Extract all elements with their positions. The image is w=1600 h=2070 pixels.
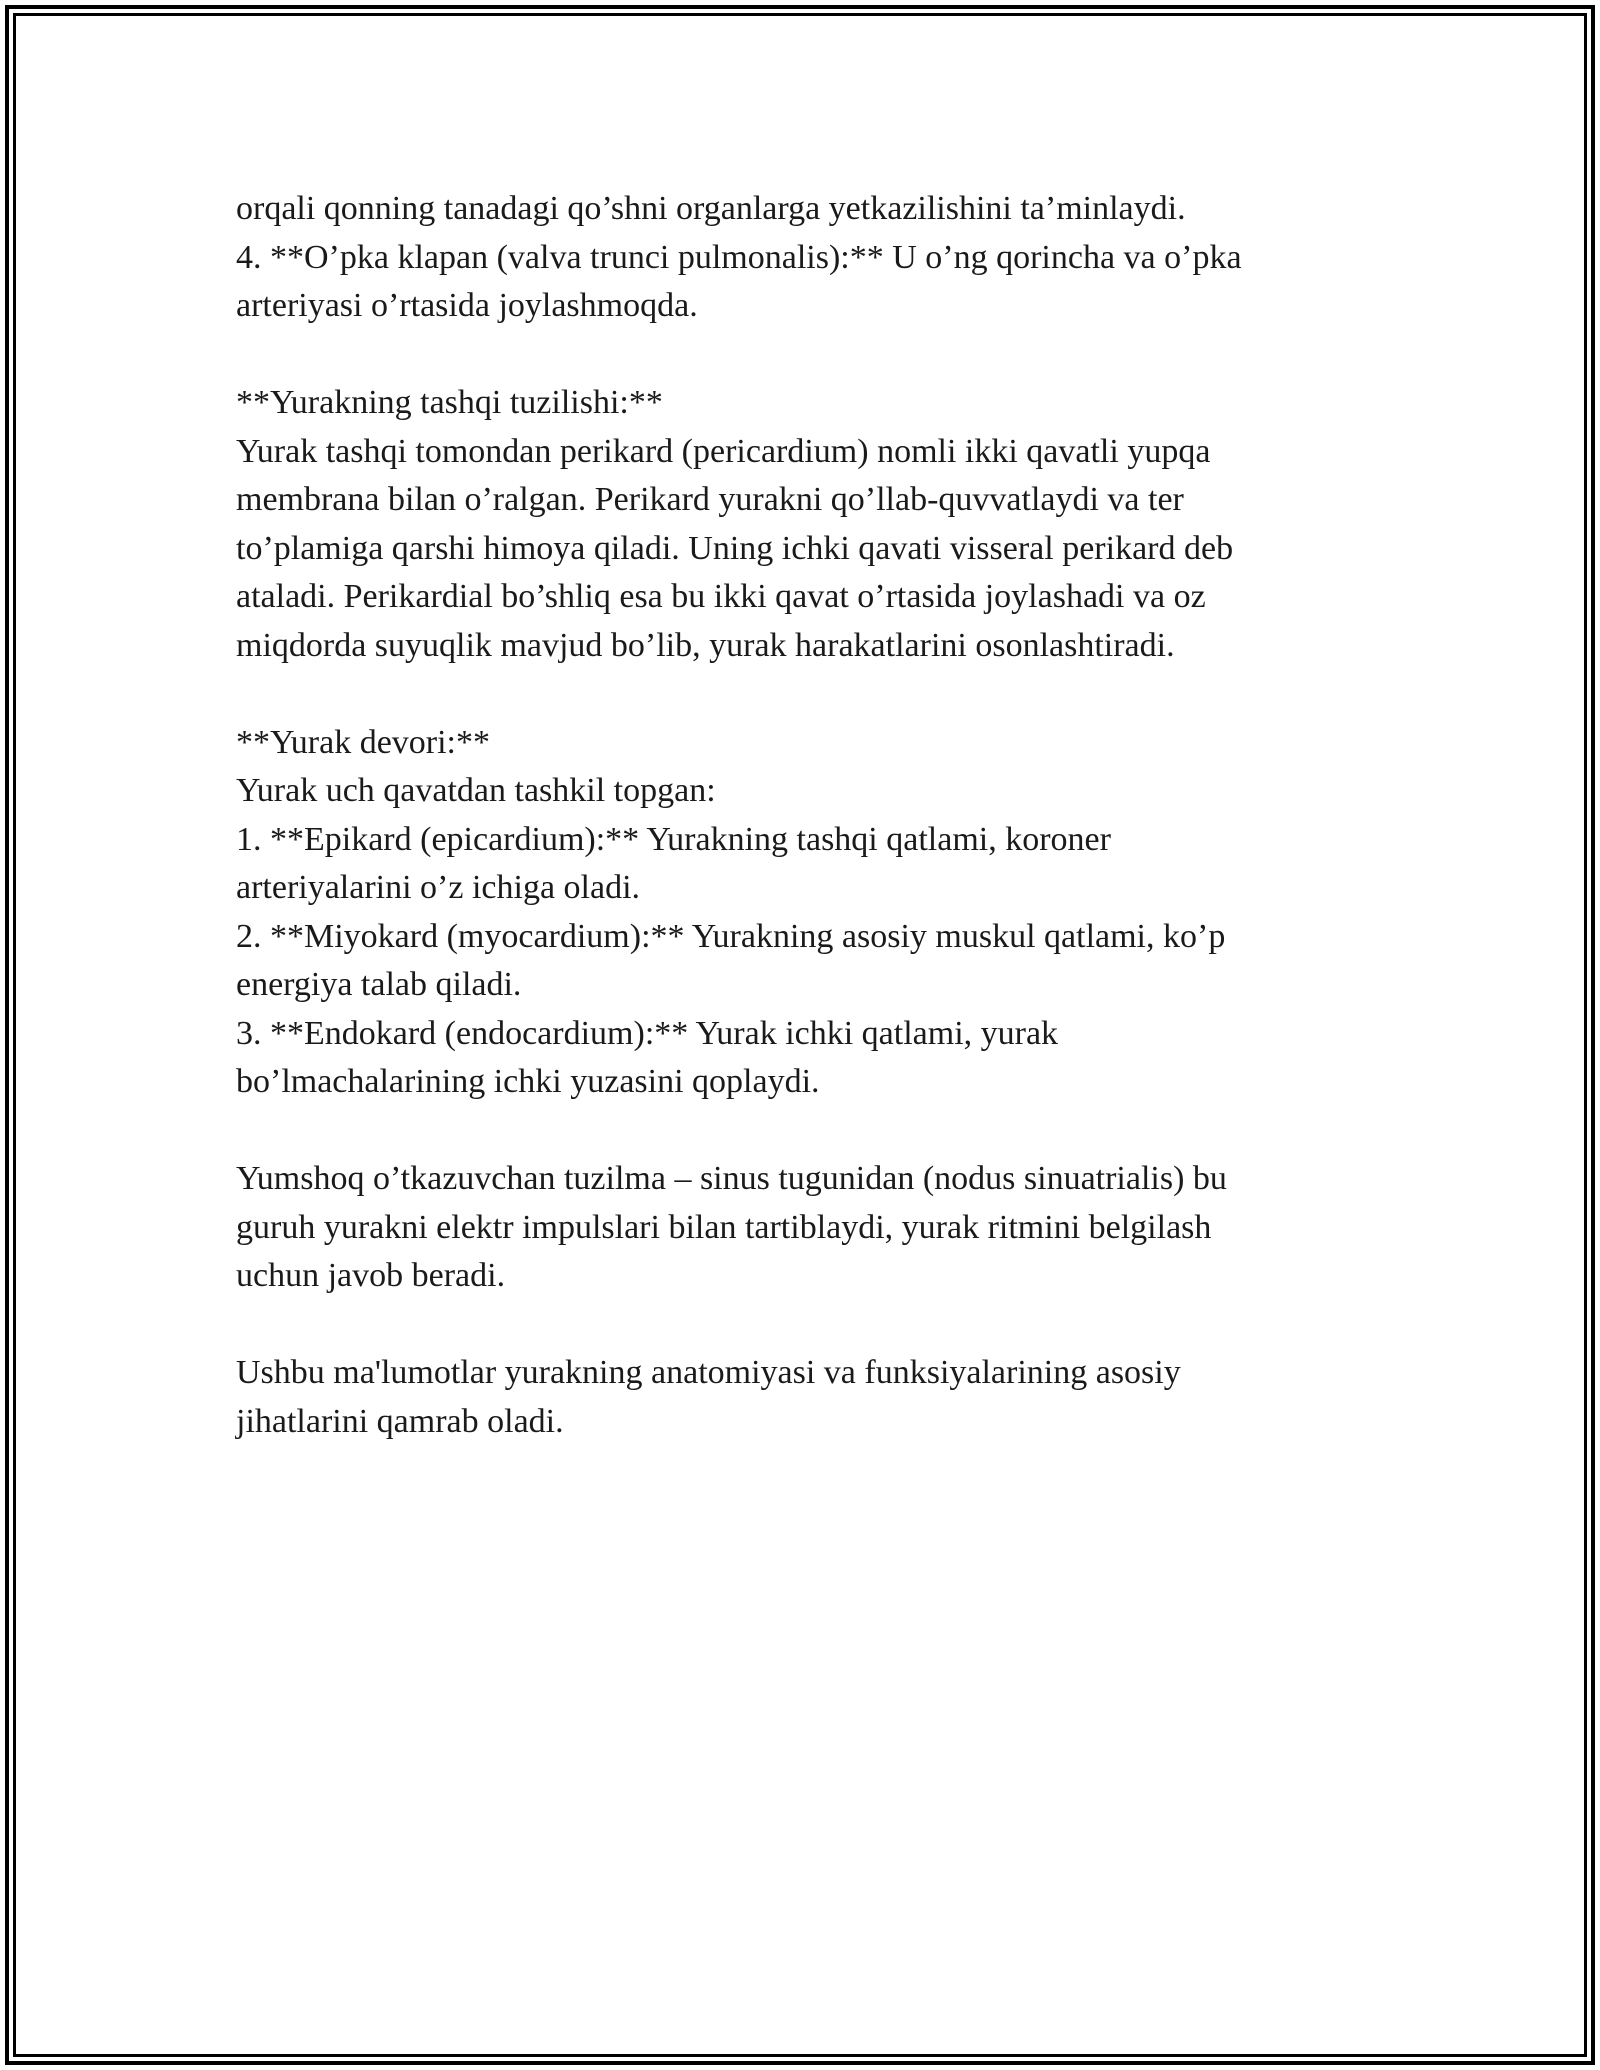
text-line: bo’lmachalarining ichki yuzasini qoplaydi. [236,1063,820,1100]
text-line: to’plamiga qarshi himoya qiladi. Uning ichki qavati visseral perikard deb [236,529,1234,567]
text-line: arteriyasi o’rtasida joylashmoqda. [236,287,698,324]
paragraph-gap [236,1107,1386,1156]
text-line: Yurak uch qavatdan tashkil topgan: [236,772,716,809]
conduction-paragraph [236,1155,1386,1301]
section-heading: **Yurakning tashqi tuzilishi:** [236,384,663,421]
list-item: 1. **Epikard (epicardium):** Yurakning tashqi qatlami, koroner [236,820,1111,858]
text-line: Yumshoq o’tkazuvchan tuzilma – sinus tugunidan (nodus sinuatrialis) bu [236,1160,1227,1197]
list-item: 2. **Miyokard (myocardium):** Yurakning asosiy muskul qatlami, ko’p [236,917,1226,955]
heart-wall-section [236,719,1386,1107]
text-line: orqali qonning tanadagi qo’shni organlarga yetkazilishini ta’minlaydi. [236,190,1186,227]
paragraph-gap [236,1301,1386,1350]
paragraph-gap [236,331,1386,380]
intro-paragraph [236,185,1386,331]
text-line: ataladi. Perikardial bo’shliq esa bu ikki qavat o’rtasida joylashadi va oz [236,578,1206,615]
text-line: guruh yurakni elektr impulslari bilan tartiblaydi, yurak ritmini belgilash [236,1208,1212,1246]
text-line: membrana bilan o’ralgan. Perikard yurakni qo’llab-quvvatlaydi va ter [236,481,1184,518]
text-line: Ushbu ma'lumotlar yurakning anatomiyasi va funksiyalarining asosiy [236,1354,1181,1391]
text-line: arteriyalarini o’z ichiga oladi. [236,869,641,906]
document-body [236,185,1386,1446]
paragraph-gap [236,670,1386,719]
text-line: jihatlarini qamrab oladi. [236,1402,564,1440]
text-line: Yurak tashqi tomondan perikard (pericardium) nomli ikki qavatli yupqa [236,432,1211,470]
external-structure-section [236,379,1386,670]
text-line: energiya talab qiladi. [236,966,522,1003]
text-line: miqdorda suyuqlik mavjud bo’lib, yurak harakatlarini osonlashtiradi. [236,626,1175,664]
text-line: 4. **O’pka klapan (valva trunci pulmonalis):** U o’ng qorincha va o’pka [236,238,1242,276]
section-heading: **Yurak devori:** [236,723,491,761]
text-line: uchun javob beradi. [236,1257,506,1294]
summary-paragraph [236,1349,1386,1446]
list-item: 3. **Endokard (endocardium):** Yurak ichki qatlami, yurak [236,1014,1059,1052]
